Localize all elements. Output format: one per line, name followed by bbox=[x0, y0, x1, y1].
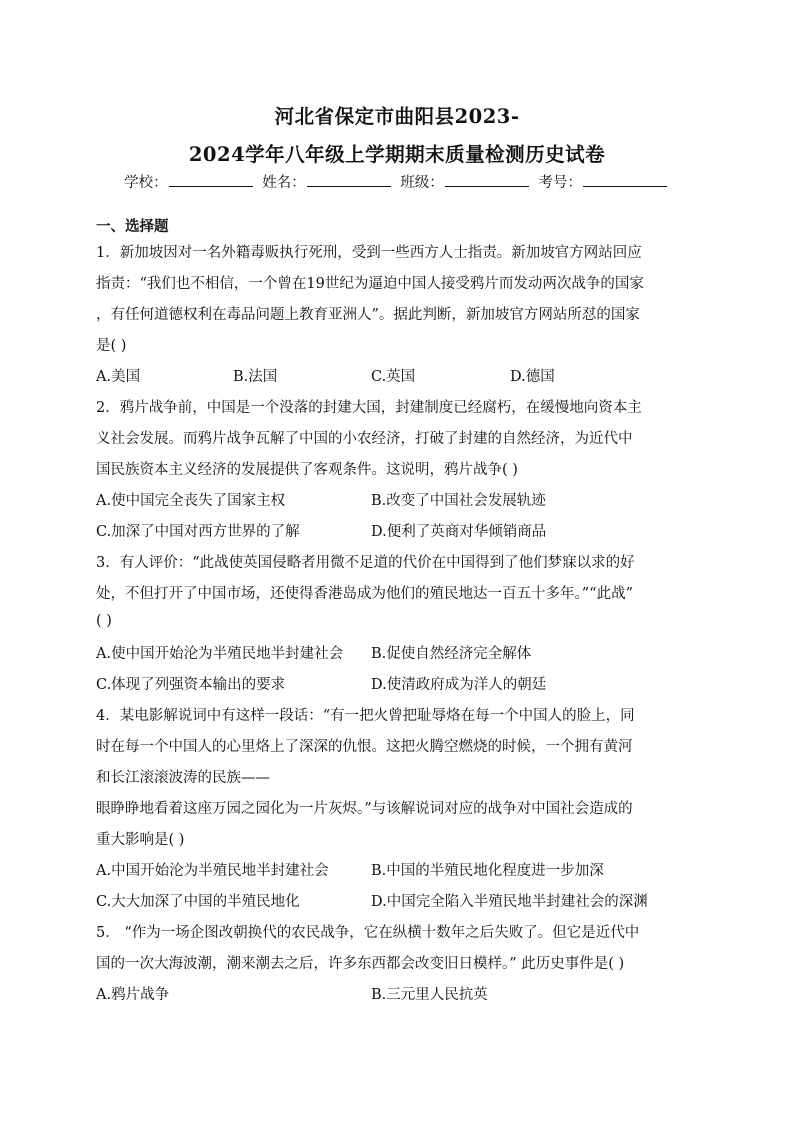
question-4-option-b[interactable]: B.中国的半殖民地化程度进一步加深 bbox=[371, 863, 604, 879]
school-blank[interactable] bbox=[169, 173, 253, 187]
student-info-row bbox=[0, 171, 794, 192]
question-1-line-2: 指责：“我们也不相信，一个曾在19世纪为逼迫中国人接受鸦片而发动两次战争的国家 bbox=[96, 276, 644, 292]
question-2-option-a[interactable]: A.使中国完全丧失了国家主权 bbox=[96, 493, 286, 509]
name-label: 姓名： bbox=[262, 175, 306, 191]
question-2-line-3: 国民族资本主义经济的发展提供了客观条件。这说明，鸦片战争( ) bbox=[96, 462, 518, 478]
question-4-line-2: 时在每一个中国人的心里烙上了深深的仇恨。这把火腾空燃烧的时候，一个拥有黄河 bbox=[96, 739, 633, 755]
question-4-line-4: 眼睁睁地看着这座万园之园化为一片灰烬。”与该解说词对应的战争对中国社会造成的 bbox=[96, 801, 633, 817]
question-1-line-4: 是( ) bbox=[96, 338, 127, 354]
question-4-option-c[interactable]: C.大大加深了中国的半殖民地化 bbox=[96, 894, 300, 910]
question-4-line-5: 重大影响是( ) bbox=[96, 832, 185, 848]
question-3-line-2: 处，不但打开了中国市场，还使得香港岛成为他们的殖民地达一百五十多年。”“此战” bbox=[96, 586, 633, 602]
question-2-option-b[interactable]: B.改变了中国社会发展轨迹 bbox=[371, 493, 546, 509]
question-4-option-d[interactable]: D.中国完全陷入半殖民地半封建社会的深渊 bbox=[371, 894, 648, 910]
exam-title-line-2: 2024学年八年级上学期期末质量检测历史试卷 bbox=[188, 143, 606, 166]
question-1-line-1: 1．新加坡因对一名外籍毒贩执行死刑，受到一些西方人士指责。新加坡官方网站回应 bbox=[96, 245, 642, 261]
question-2-line-2: 义社会发展。而鸦片战争瓦解了中国的小农经济，打破了封建的自然经济，为近代中 bbox=[96, 431, 633, 447]
question-3-option-c[interactable]: C.体现了列强资本输出的要求 bbox=[96, 677, 286, 693]
question-1-option-b[interactable]: B.法国 bbox=[233, 369, 278, 385]
question-3-option-d[interactable]: D.使清政府成为洋人的朝廷 bbox=[371, 677, 547, 693]
question-3-option-b[interactable]: B.促使自然经济完全解体 bbox=[371, 646, 532, 662]
question-4-line-3: 和长江滚滚波涛的民族—— bbox=[96, 770, 270, 786]
question-4-line-1: 4．某电影解说词中有这样一段话：“有一把火曾把耻辱烙在每一个中国人的脸上，同 bbox=[96, 708, 635, 724]
question-3-option-a[interactable]: A.使中国开始沦为半殖民地半封建社会 bbox=[96, 646, 344, 662]
class-blank[interactable] bbox=[445, 173, 529, 187]
question-4-option-a[interactable]: A.中国开始沦为半殖民地半封建社会 bbox=[96, 863, 329, 879]
exam-number-blank[interactable] bbox=[583, 173, 667, 187]
exam-number-label: 考号： bbox=[538, 175, 582, 191]
question-5-line-1: 5． “作为一场企图改朝换代的农民战争，它在纵横十数年之后失败了。但它是近代中 bbox=[96, 925, 640, 941]
class-label: 班级： bbox=[400, 175, 444, 191]
question-2-option-c[interactable]: C.加深了中国对西方世界的了解 bbox=[96, 524, 300, 540]
question-3-line-1: 3．有人评价：“此战使英国侵略者用微不足道的代价在中国得到了他们梦寐以求的好 bbox=[96, 555, 635, 571]
school-label: 学校： bbox=[124, 175, 168, 191]
question-1-option-c[interactable]: C.英国 bbox=[371, 369, 416, 385]
question-1-line-3: ，有任何道德权利在毒品问题上教育亚洲人”。据此判断，新加坡官方网站所怼的国家 bbox=[96, 307, 640, 323]
question-2-option-d[interactable]: D.便利了英商对华倾销商品 bbox=[371, 524, 547, 540]
question-5-line-2: 国的一次大海波潮，潮来潮去之后，许多东西都会改变旧日模样。” 此历史事件是( ) bbox=[96, 956, 625, 972]
question-3-line-3: ( ) bbox=[96, 613, 112, 629]
question-1-option-a[interactable]: A.美国 bbox=[96, 369, 141, 385]
question-1-option-d[interactable]: D.德国 bbox=[510, 369, 555, 385]
name-blank[interactable] bbox=[307, 173, 391, 187]
question-5-option-b[interactable]: B.三元里人民抗英 bbox=[371, 987, 488, 1003]
section-heading: 一、选择题 bbox=[96, 218, 169, 235]
question-2-line-1: 2．鸦片战争前，中国是一个没落的封建大国，封建制度已经腐朽，在缓慢地向资本主 bbox=[96, 400, 642, 416]
question-5-option-a[interactable]: A.鸦片战争 bbox=[96, 987, 170, 1003]
exam-title-line-1: 河北省保定市曲阳县2023- bbox=[274, 105, 520, 128]
